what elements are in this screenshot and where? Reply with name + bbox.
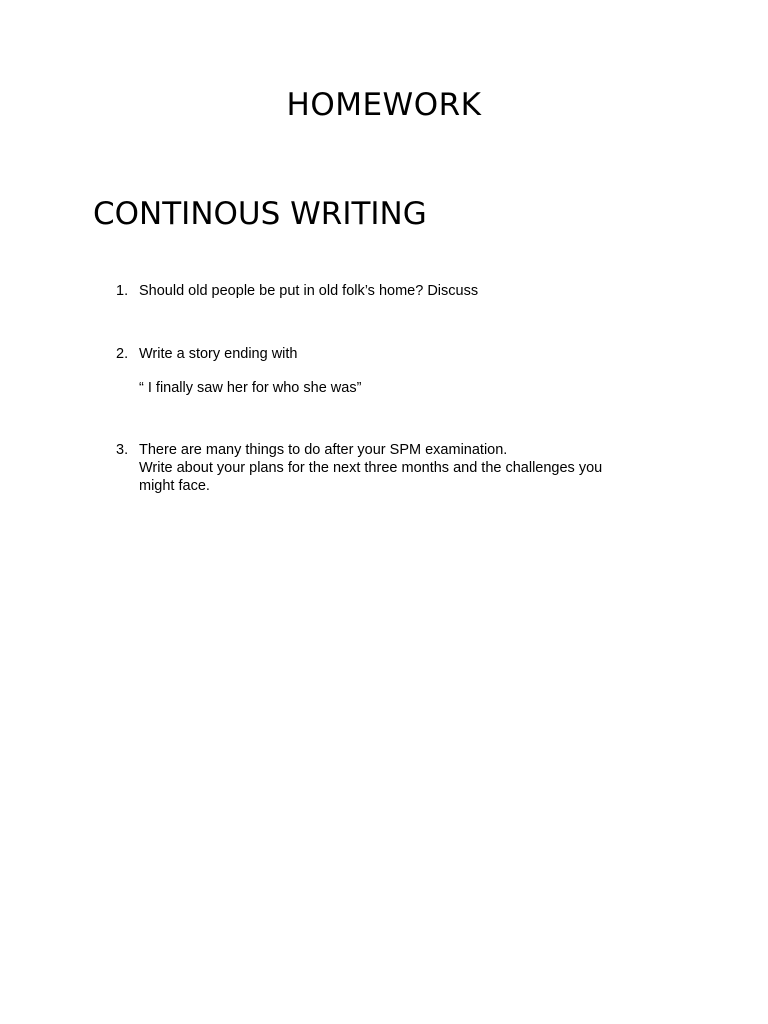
question-number: 3. [116, 442, 129, 458]
question-quote: “ I finally saw her for who she was” [139, 380, 362, 396]
question-text [139, 282, 659, 300]
question-line: Should old people be put in old folk’s home? Discuss [139, 283, 479, 299]
document-title: HOMEWORK [286, 87, 482, 123]
question-line: Write about your plans for the next three months and the challenges you [139, 460, 603, 476]
question-number: 1. [116, 283, 129, 299]
question-line: There are many things to do after your SPM examination. [139, 442, 508, 458]
question-text [139, 345, 659, 397]
question-line: Write a story ending with [139, 346, 298, 362]
section-heading: CONTINOUS WRITING [93, 196, 427, 232]
question-line: might face. [139, 478, 210, 494]
question-text [139, 441, 659, 495]
question-number: 2. [116, 346, 129, 362]
